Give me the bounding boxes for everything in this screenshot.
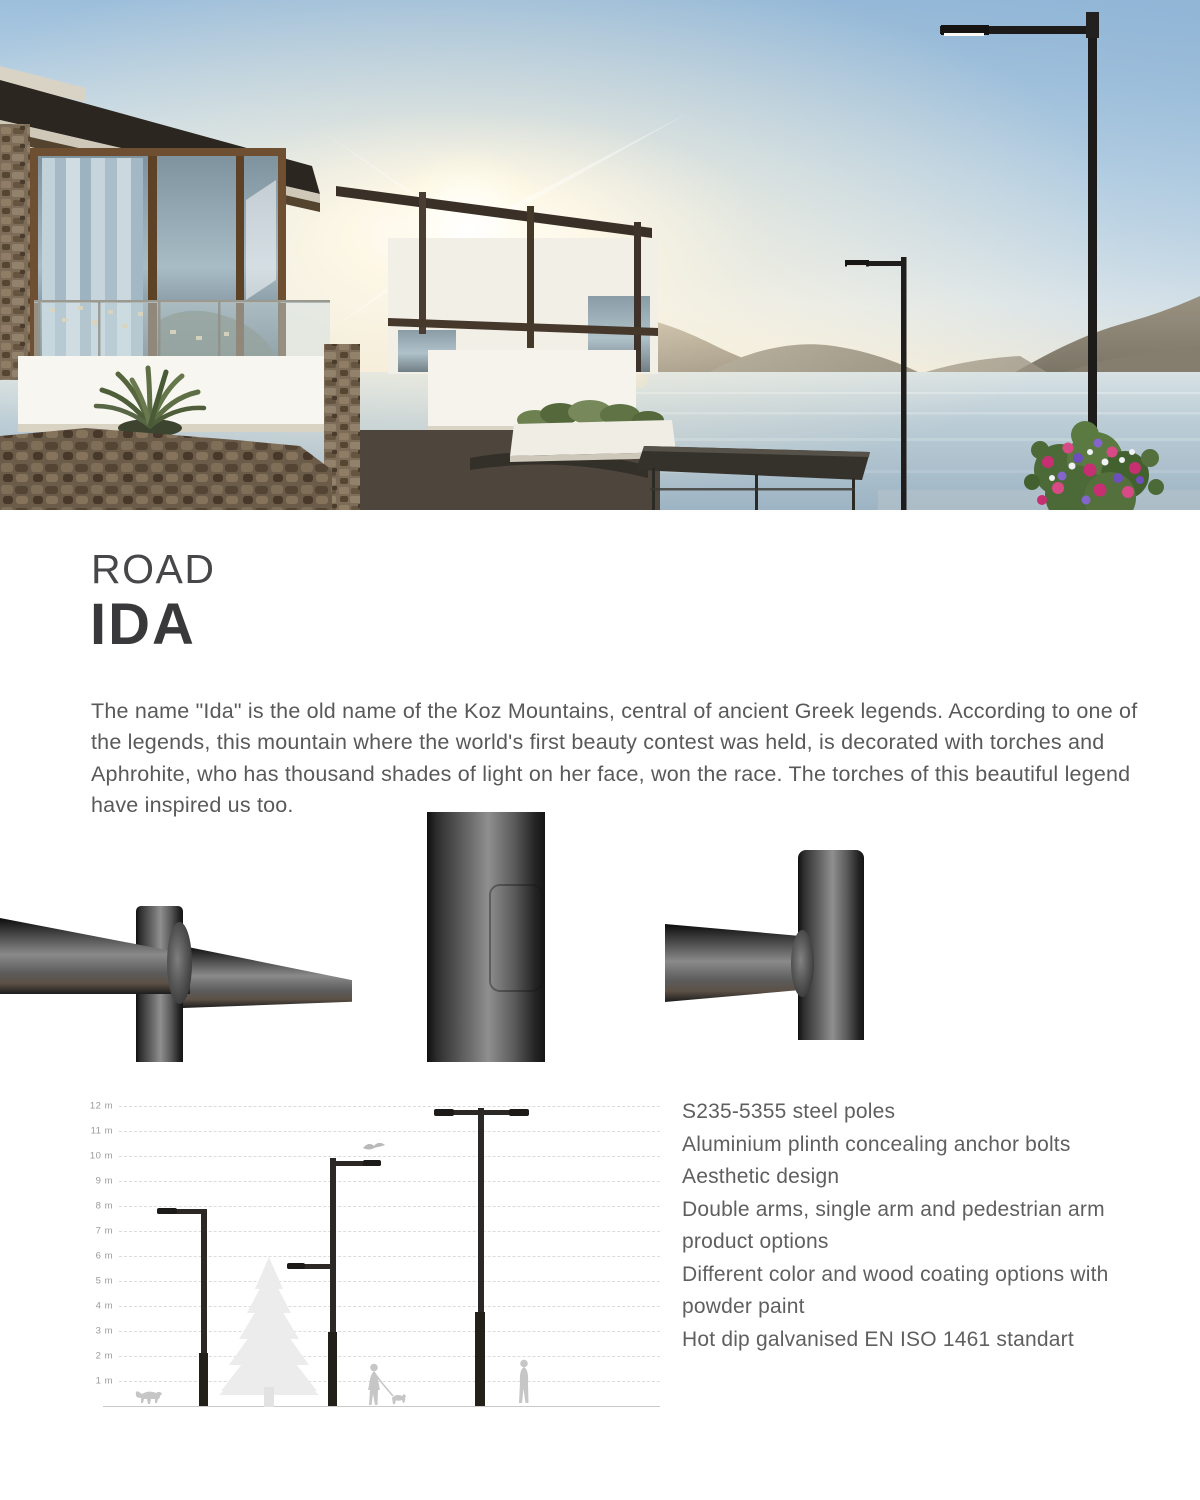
feature-item: Different color and wood coating options with powder paint [682,1262,1109,1318]
detail-image-double-arm-joint [0,900,352,1062]
scale-label: 12 m [89,1100,113,1112]
man-silhouette [515,1359,533,1406]
feature-item: Double arms, single arm and pedestrian arm product options [682,1197,1105,1253]
feature-item: S235-5355 steel poles [682,1100,896,1123]
scale-label: 6 m [95,1250,113,1262]
pole-arm-left [665,924,806,1002]
woman-with-dog-silhouette [363,1363,409,1407]
product-name: IDA [90,592,196,657]
feature-list [682,1096,1162,1356]
dog-silhouette [133,1387,163,1407]
bird-silhouette [363,1141,385,1151]
access-door-outline [489,884,543,992]
feature-item: Hot dip galvanised EN ISO 1461 standart [682,1327,1074,1351]
feature-item: Aesthetic design [682,1165,840,1188]
height-scale-diagram [85,1085,660,1417]
scale-label: 10 m [89,1150,113,1162]
product-category: ROAD [91,546,216,592]
pole-arm-right [183,946,352,1008]
scale-label: 7 m [95,1225,113,1237]
gridline [119,1181,660,1182]
tree-silhouette [213,1257,325,1407]
arm-end-cap [791,930,814,997]
scale-label: 11 m [90,1125,113,1137]
scale-label: 8 m [95,1200,113,1212]
scale-label: 2 m [95,1350,113,1362]
product-description: The name "Ida" is the old name of the Koz Mountains, central of ancient Greek legends. According to one of the legends, this mountain where the world's first beauty contest was held, is decorated with torches and Aphrohite, who has thousand shades of light on her face, won the race. The torches of this beautiful legend have inspired us too. [91,698,1138,817]
gridline [119,1206,660,1207]
hero-image [0,0,1200,510]
gridline [119,1156,660,1157]
detail-image-pole-access-door [427,812,545,1062]
hero-scene [0,0,1200,510]
gridline [119,1106,660,1107]
detail-image-single-arm-joint [665,848,875,1040]
feature-item: Aluminium plinth concealing anchor bolts [682,1132,1071,1156]
scale-label: 3 m [95,1325,113,1337]
arm-end-cap [167,922,192,1004]
scale-label: 9 m [95,1175,113,1187]
balcony-parapet [18,356,330,430]
scale-label: 5 m [95,1275,113,1287]
scale-label: 1 m [95,1375,113,1387]
scale-label: 4 m [95,1300,113,1312]
gridline [119,1131,660,1132]
